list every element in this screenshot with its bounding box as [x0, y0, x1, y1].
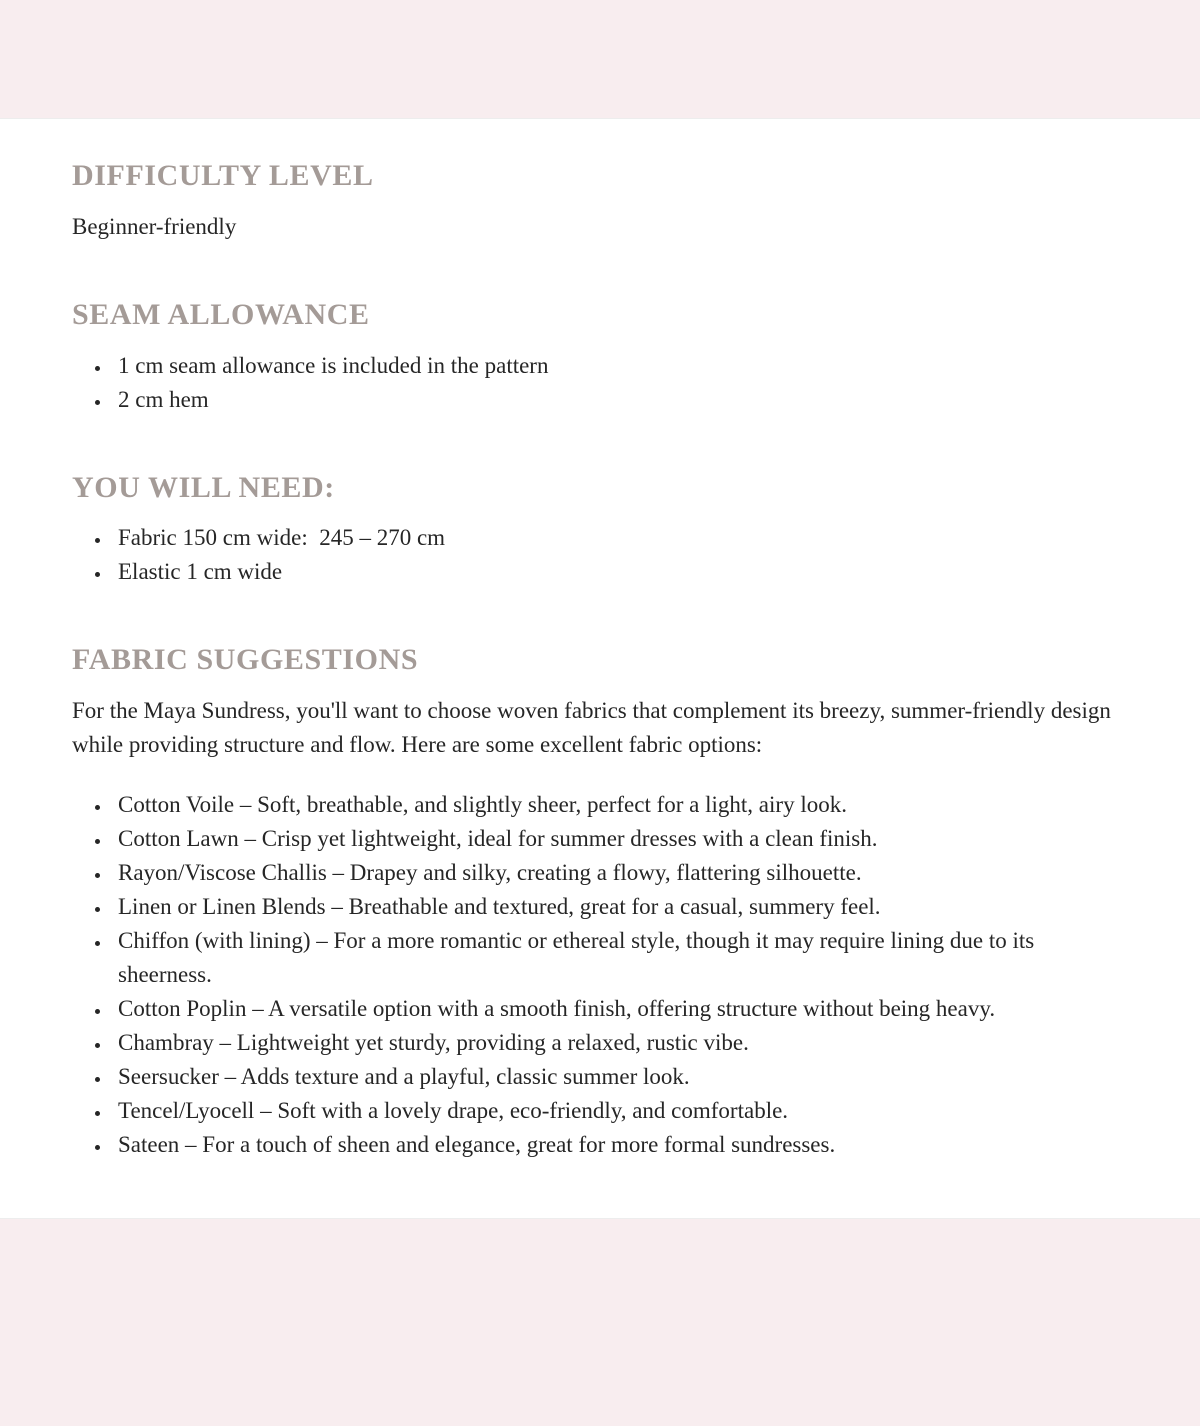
- bullet-item: • Fabric 150 cm wide: 245 – 270 cm: [112, 521, 1128, 555]
- section-heading-you-will-need: YOU WILL NEED:: [72, 470, 335, 504]
- bullet-list: [72, 521, 1128, 589]
- section-you-will-need: [72, 471, 1128, 590]
- section-heading-difficulty-level: DIFFICULTY LEVEL: [72, 159, 374, 192]
- bullet-item: • 1 cm seam allowance is included in the pattern: [112, 349, 1128, 383]
- bullet-item: • Cotton Voile – Soft, breathable, and slightly sheer, perfect for a light, airy look.: [112, 788, 1128, 822]
- document-page: [0, 118, 1200, 1219]
- section-difficulty-level: [72, 159, 1128, 244]
- bullet-item: • Tencel/Lyocell – Soft with a lovely drape, eco-friendly, and comfortable.: [112, 1094, 1128, 1128]
- bullet-item: • Rayon/Viscose Challis – Drapey and silky, creating a flowy, flattering silhouette.: [112, 856, 1128, 890]
- bullet-list: [72, 349, 1128, 417]
- top-margin-band: [0, 0, 1200, 118]
- bullet-item: • Chiffon (with lining) – For a more romantic or ethereal style, though it may require lining due to its sheerness.: [112, 924, 1128, 992]
- bullet-list: [72, 788, 1128, 1162]
- paragraph: Beginner-friendly: [72, 213, 237, 239]
- section-heading-fabric-suggestions: FABRIC SUGGESTIONS: [72, 643, 419, 677]
- bullet-item: • Linen or Linen Blends – Breathable and textured, great for a casual, summery feel.: [112, 890, 1128, 924]
- section-heading-seam-allowance: SEAM ALLOWANCE: [72, 297, 370, 331]
- paragraph: For the Maya Sundress, you'll want to choose woven fabrics that complement its breezy, summer-friendly design while providing structure and flow. Here are some excellent fabric options:: [72, 698, 1117, 758]
- bullet-item: • Elastic 1 cm wide: [112, 555, 1128, 589]
- bullet-item: • Sateen – For a touch of sheen and elegance, great for more formal sundresses.: [112, 1128, 1128, 1162]
- bullet-item: • Chambray – Lightweight yet sturdy, providing a relaxed, rustic vibe.: [112, 1026, 1128, 1060]
- section-fabric-suggestions: [72, 643, 1128, 1162]
- bullet-item: • Cotton Poplin – A versatile option with a smooth finish, offering structure without being heavy.: [112, 992, 1128, 1026]
- bullet-item: • Cotton Lawn – Crisp yet lightweight, ideal for summer dresses with a clean finish.: [112, 822, 1128, 856]
- section-seam-allowance: [72, 298, 1128, 417]
- bullet-item: • 2 cm hem: [112, 383, 1128, 417]
- sections-container: [72, 159, 1128, 1162]
- bottom-margin-band: [0, 1219, 1200, 1426]
- bullet-item: • Seersucker – Adds texture and a playful, classic summer look.: [112, 1060, 1128, 1094]
